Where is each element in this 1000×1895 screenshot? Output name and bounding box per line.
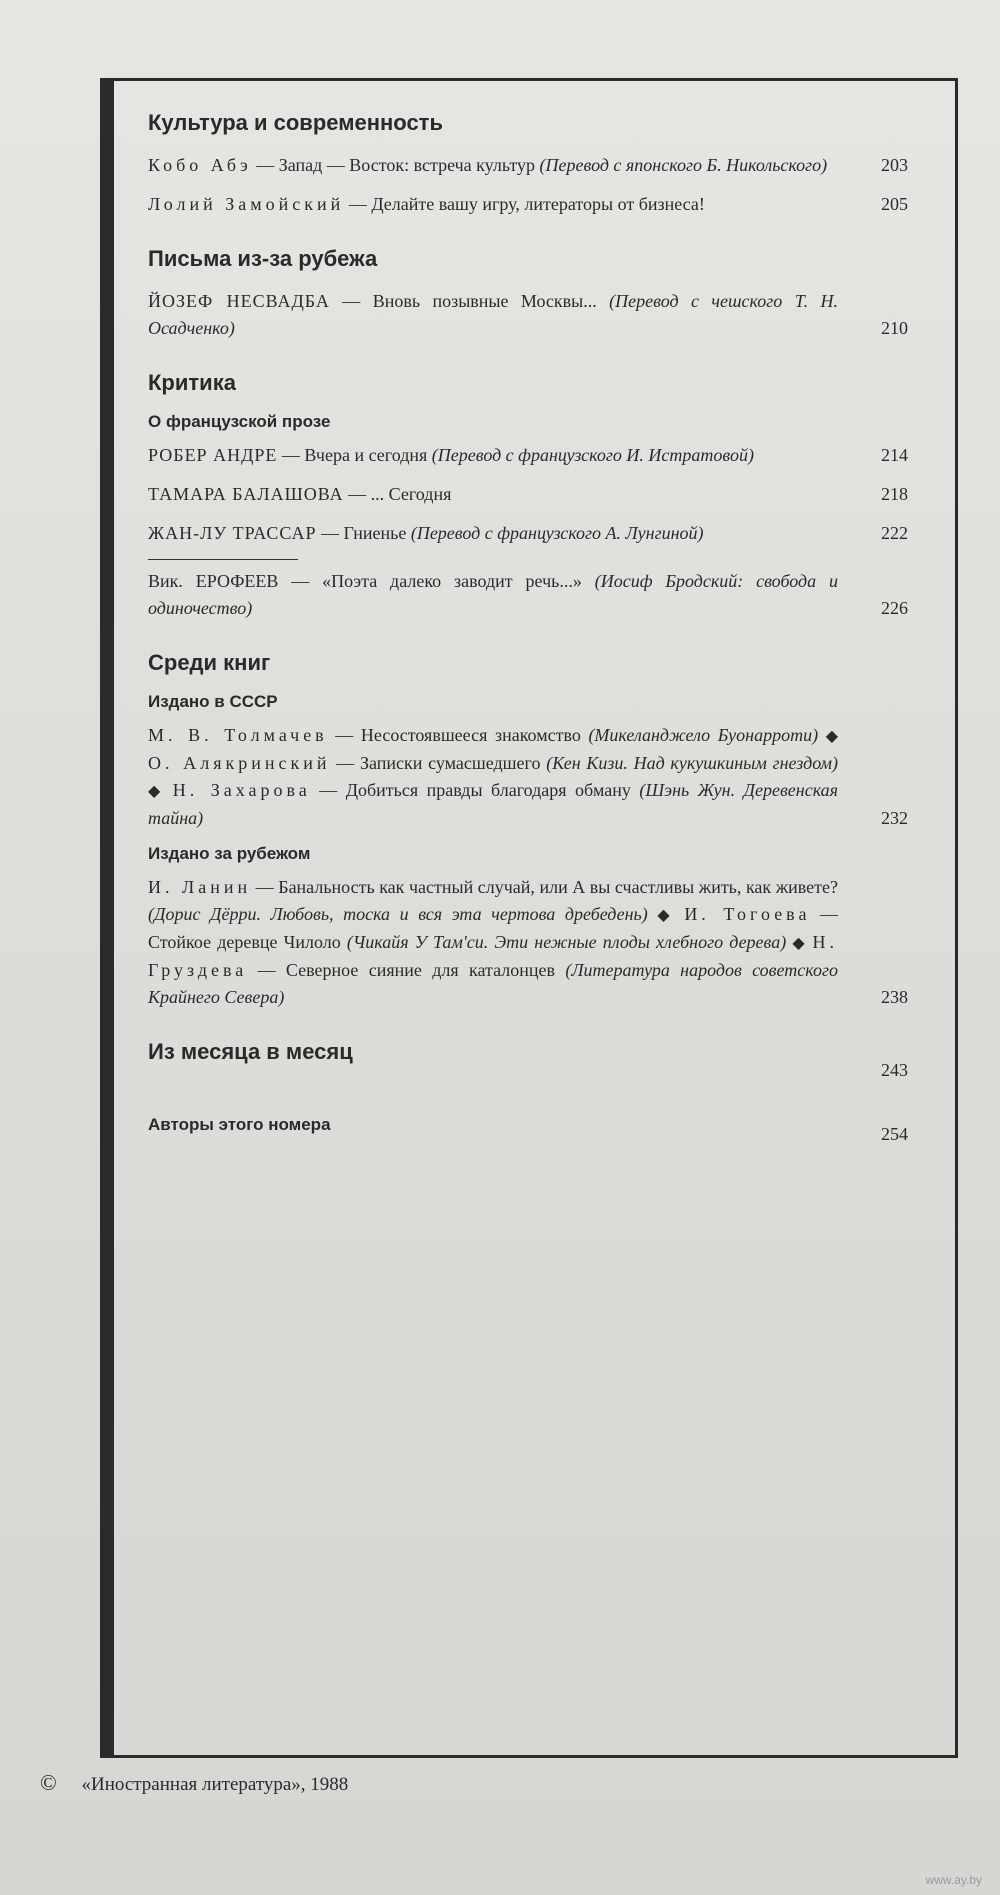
subsection-title: О французской прозе [148, 412, 331, 431]
toc-entry [148, 288, 908, 342]
entry-author: ТАМАРА БАЛАШОВА [148, 484, 344, 504]
section-title: Из месяца в месяц [148, 1039, 353, 1064]
subsection-title: Издано за рубежом [148, 844, 311, 863]
entry-title: — Северное сияние для каталонцев [247, 960, 566, 980]
diamond-bullet-icon: ◆ [657, 907, 675, 924]
page-number: 238 [881, 987, 908, 1007]
section-title: Культура и современность [148, 110, 443, 135]
entry-author: Вик. ЕРОФЕЕВ [148, 571, 279, 591]
entry-note: (Чикайя У Там'си. Эти нежные плоды хлебного дерева) [346, 932, 787, 952]
entry-author: М. В. Толмачев [148, 725, 328, 745]
entry-author: Кобо Абэ [148, 155, 252, 175]
entry-title: — Записки сумасшедшего [330, 753, 547, 773]
entry-note: (Перевод с французского И. Истратовой) [431, 445, 754, 465]
page-number: 243 [881, 1060, 908, 1080]
entry-title: — Запад — Восток: встреча культур [251, 155, 540, 175]
entry-author: Лолий Замойский [148, 194, 345, 214]
toc-entry [148, 520, 908, 547]
entry-author: И. Тогоева [684, 904, 811, 924]
toc-entry [148, 481, 908, 508]
footer [40, 1770, 348, 1796]
entry-title: — Гниенье [316, 523, 411, 543]
entry-note: (Литература народов советского Крайнего Севера) [148, 960, 838, 1007]
section-culture [148, 110, 908, 218]
subsection-title: Издано в СССР [148, 692, 278, 711]
page-number: 205 [881, 194, 908, 214]
entry-title: — Банальность как частный случай, или А вы счастливы жить, как живете? [251, 877, 838, 897]
entry-note: (Иосиф Бродский: свобода и одиночество) [148, 571, 839, 618]
page-number: 210 [881, 318, 908, 338]
entry-author: И. Ланин [148, 877, 252, 897]
page-number: 254 [881, 1124, 908, 1144]
separator-line [148, 559, 298, 560]
section-title: Авторы этого номера [148, 1115, 331, 1134]
toc-content [148, 110, 908, 1173]
footer-text: «Иностранная литература», 1988 [81, 1774, 349, 1795]
entry-title: — Стойкое деревце Чилоло [148, 904, 839, 952]
entry-author: ЖАН-ЛУ ТРАССАР [148, 523, 317, 543]
page-number: 203 [881, 155, 908, 175]
page-number: 232 [881, 808, 908, 828]
entry-note: (Шэнь Жун. Деревенская тайна) [148, 780, 839, 828]
entry-title: — Делайте вашу игру, литераторы от бизнеса! [344, 194, 705, 214]
entry-title: — Вновь позывные Москвы... [329, 291, 610, 311]
toc-entry [148, 442, 908, 469]
page-number: 214 [881, 445, 908, 465]
toc-entry [148, 874, 908, 1011]
copyright-icon: © [40, 1770, 57, 1795]
page-number: 226 [881, 598, 908, 618]
section-title: Среди книг [148, 650, 271, 675]
entry-note: (Дорис Дёрри. Любовь, тоска и вся эта чертова дребедень) [148, 904, 648, 924]
diamond-bullet-icon: ◆ [792, 935, 807, 952]
toc-entry [148, 152, 908, 179]
section-monthly [148, 1039, 908, 1081]
section-books [148, 650, 908, 1011]
page-number: 222 [881, 523, 908, 543]
entry-author: ЙОЗЕФ НЕСВАДБА [148, 291, 330, 311]
toc-entry [148, 191, 908, 218]
diamond-bullet-icon: ◆ [148, 783, 165, 800]
entry-author: Н. Захарова [172, 780, 311, 800]
toc-entry [148, 722, 908, 832]
entry-author: О. Алякринский [148, 753, 331, 773]
entry-title: — ... Сегодня [343, 484, 452, 504]
entry-author: РОБЕР АНДРЕ [148, 445, 278, 465]
entry-note: (Микеланджело Буонарроти) [588, 725, 819, 745]
entry-title: — Вчера и сегодня [277, 445, 432, 465]
diamond-bullet-icon: ◆ [825, 728, 838, 745]
section-title: Критика [148, 370, 236, 395]
entry-note: (Перевод с чешского Т. Н. Осадченко) [148, 291, 838, 338]
entry-note: (Перевод с французского А. Лунгиной) [410, 523, 704, 543]
section-authors [148, 1109, 908, 1145]
toc-entry [148, 568, 908, 622]
entry-title: — Добиться правды благодаря обману [310, 780, 640, 800]
entry-title: — «Поэта далеко заводит речь...» [278, 571, 595, 591]
section-critique [148, 370, 908, 622]
section-title: Письма из-за рубежа [148, 246, 378, 271]
entry-author: Н. Груздева [148, 932, 839, 980]
entry-title: — Несостоявшееся знакомство [327, 725, 589, 745]
entry-note: (Кен Кизи. Над кукушкиным гнездом) [546, 753, 838, 773]
watermark: www.ay.by [925, 1873, 982, 1887]
page-number: 218 [881, 484, 908, 504]
section-letters [148, 246, 908, 342]
entry-note: (Перевод с японского Б. Никольского) [539, 155, 828, 175]
